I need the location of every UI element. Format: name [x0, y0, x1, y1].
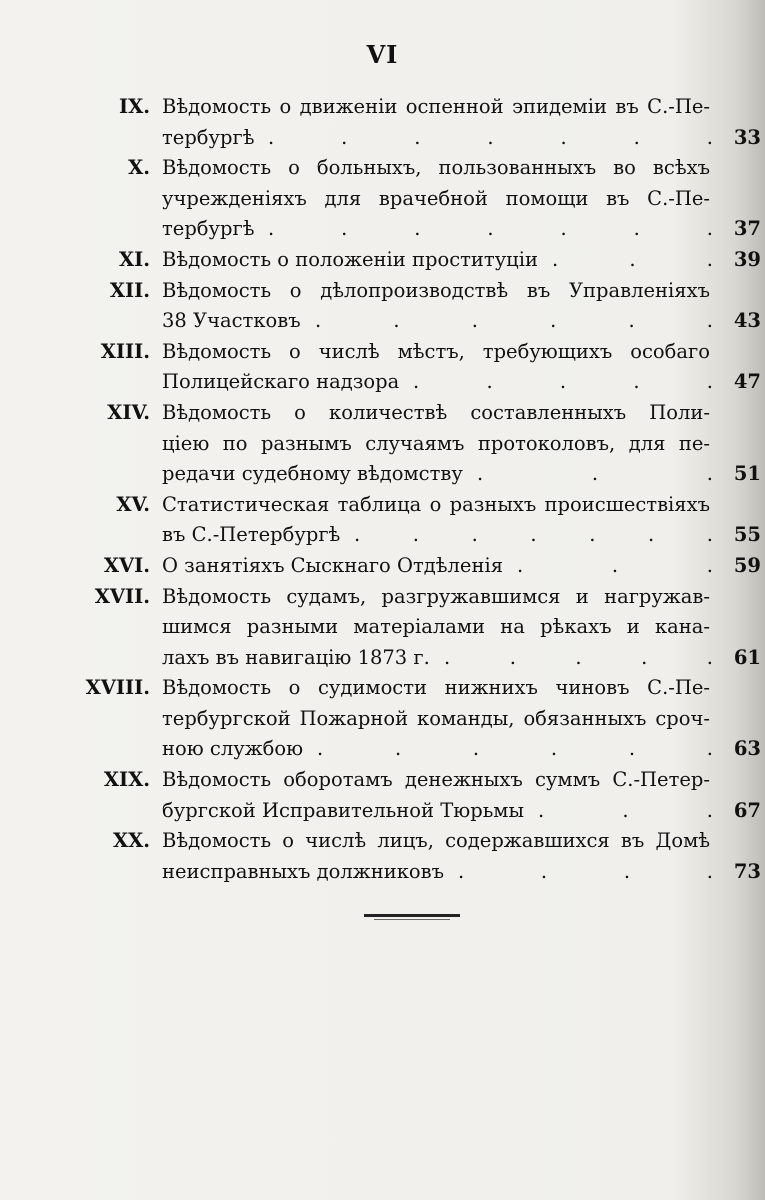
toc-entry-page-number: 63 [733, 737, 761, 761]
toc-entry-title: шимся разными матеріалами на рѣкахъ и кана- [162, 615, 710, 639]
toc-entry-line [0, 582, 765, 613]
toc-entry-line [0, 765, 765, 796]
toc-entry-line [0, 459, 765, 490]
toc-entry-title: въ С.-Петербургѣ [162, 523, 341, 547]
toc-entry-numeral: X. [128, 156, 150, 180]
toc-entry [0, 765, 765, 826]
toc-entry [0, 673, 765, 765]
toc-entry-numeral: XIV. [107, 400, 150, 424]
toc-entry-leader-dots: . . . [477, 462, 713, 486]
toc-entry [0, 153, 765, 245]
toc-entry [0, 276, 765, 337]
toc-entry-title: Вѣдомость судамъ, разгружавшимся и нагружав- [162, 584, 710, 608]
toc-entry-numeral: XIII. [100, 339, 150, 363]
toc-entry-title: тербургѣ [162, 125, 255, 149]
toc-entry-page-number: 33 [733, 125, 761, 149]
toc-entry-title: Вѣдомость о числѣ лицъ, содержавшихся въ Домѣ [162, 829, 710, 853]
toc-entry-page-number: 61 [733, 645, 761, 669]
toc-entry-title: 38 Участковъ [162, 309, 301, 333]
toc-entry-line [0, 520, 765, 551]
toc-entry-title: тербургской Пожарной команды, обязанныхъ сроч- [162, 706, 710, 730]
toc-entry-page-number: 51 [733, 462, 761, 486]
toc-entry-title: Вѣдомость о судимости нижнихъ чиновъ С.-Пе- [162, 676, 710, 700]
toc-entry-leader-dots: . . . . . . . [354, 523, 713, 547]
toc-entry-page-number: 55 [733, 523, 761, 547]
toc-entry-line [0, 153, 765, 184]
toc-entry-line [0, 643, 765, 674]
toc-entry [0, 245, 765, 276]
toc-entry-line [0, 734, 765, 765]
toc-entry-leader-dots: . . . . . [444, 645, 713, 669]
toc-entry-line [0, 337, 765, 368]
toc-entry-title: тербургѣ [162, 217, 255, 241]
toc-entry-title: Вѣдомость о количествѣ составленныхъ Поли- [162, 400, 710, 424]
toc-entry-line [0, 214, 765, 245]
toc-entry-numeral: XV. [116, 492, 150, 516]
toc-entry-title: лахъ въ навигацію 1873 г. [162, 645, 430, 669]
toc-entry-line [0, 490, 765, 521]
toc-entry-title: Вѣдомость оборотамъ денежныхъ суммъ С.-Петер- [162, 768, 710, 792]
toc-entry-title: Статистическая таблица о разныхъ происшествіяхъ [162, 492, 710, 516]
toc-entry-line [0, 429, 765, 460]
toc-entry-line [0, 551, 765, 582]
toc-entry-leader-dots: . . . [517, 553, 713, 577]
toc-entry-leader-dots: . . . . . . [315, 309, 713, 333]
toc-entry-leader-dots: . . . . . [413, 370, 713, 394]
toc-entry-leader-dots: . . . [538, 798, 713, 822]
toc-entry-title: Вѣдомость о положеніи проституціи [162, 247, 538, 271]
toc-entry-title: Вѣдомость о больныхъ, пользованныхъ во всѣхъ [162, 156, 710, 180]
toc-entry-line [0, 245, 765, 276]
table-of-contents [0, 92, 765, 887]
toc-entry [0, 337, 765, 398]
toc-entry-line [0, 673, 765, 704]
toc-entry-leader-dots: . . . . [458, 859, 713, 883]
toc-entry-line [0, 612, 765, 643]
toc-entry-title: бургской Исправительной Тюрьмы [162, 798, 524, 822]
toc-entry-line [0, 796, 765, 827]
toc-entry-page-number: 47 [733, 370, 761, 394]
toc-entry [0, 92, 765, 153]
toc-entry-page-number: 59 [733, 553, 761, 577]
toc-entry-title: ною службою [162, 737, 304, 761]
toc-entry-line [0, 398, 765, 429]
toc-entry-title: Полицейскаго надзора [162, 370, 400, 394]
toc-entry-page-number: 39 [733, 247, 761, 271]
toc-entry-numeral: XVII. [94, 584, 150, 608]
toc-entry-leader-dots: . . . . . . . [268, 217, 713, 241]
toc-entry-page-number: 43 [733, 309, 761, 333]
toc-entry-title: Вѣдомость о движеніи оспенной эпидеміи въ С.-Пе- [162, 95, 710, 118]
toc-entry-numeral: IX. [118, 95, 150, 118]
toc-entry [0, 551, 765, 582]
toc-entry-numeral: XX. [112, 829, 150, 853]
toc-entry-line [0, 826, 765, 857]
toc-entry-line [0, 857, 765, 888]
toc-entry-leader-dots: . . . . . . . [268, 125, 713, 149]
toc-entry-page-number: 73 [733, 859, 761, 883]
toc-entry-line [0, 184, 765, 215]
toc-entry-line [0, 123, 765, 154]
toc-entry [0, 582, 765, 674]
toc-entry-title: неисправныхъ должниковъ [162, 859, 445, 883]
toc-entry-line [0, 306, 765, 337]
toc-entry-title: редачи судебному вѣдомству [162, 462, 463, 486]
page-number: VI [366, 40, 399, 69]
toc-entry-title: Вѣдомость о числѣ мѣстъ, требующихъ особаго [162, 339, 710, 363]
toc-entry [0, 398, 765, 490]
toc-entry-title: учрежденіяхъ для врачебной помощи въ С.-Пе- [162, 186, 710, 210]
toc-entry-numeral: XI. [118, 247, 150, 271]
toc-entry-leader-dots: . . . . . . [317, 737, 713, 761]
closing-rule [364, 914, 460, 917]
toc-entry-line [0, 276, 765, 307]
toc-entry-numeral: XIX. [103, 768, 150, 792]
toc-entry [0, 826, 765, 887]
toc-entry-numeral: XII. [109, 278, 150, 302]
toc-entry [0, 490, 765, 551]
toc-entry-title: О занятіяхъ Сыскнаго Отдѣленія [162, 553, 504, 577]
toc-entry-leader-dots: . . . [552, 247, 713, 271]
toc-entry-numeral: XVI. [103, 553, 150, 577]
toc-entry-title: ціею по разнымъ случаямъ протоколовъ, для пе- [162, 431, 710, 455]
toc-entry-line [0, 92, 765, 123]
toc-entry-title: Вѣдомость о дѣлопроизводствѣ въ Управленіяхъ [162, 278, 710, 302]
toc-entry-page-number: 67 [733, 798, 761, 822]
toc-entry-line [0, 367, 765, 398]
toc-entry-line [0, 704, 765, 735]
toc-entry-numeral: XVIII. [85, 676, 150, 700]
toc-entry-page-number: 37 [733, 217, 761, 241]
